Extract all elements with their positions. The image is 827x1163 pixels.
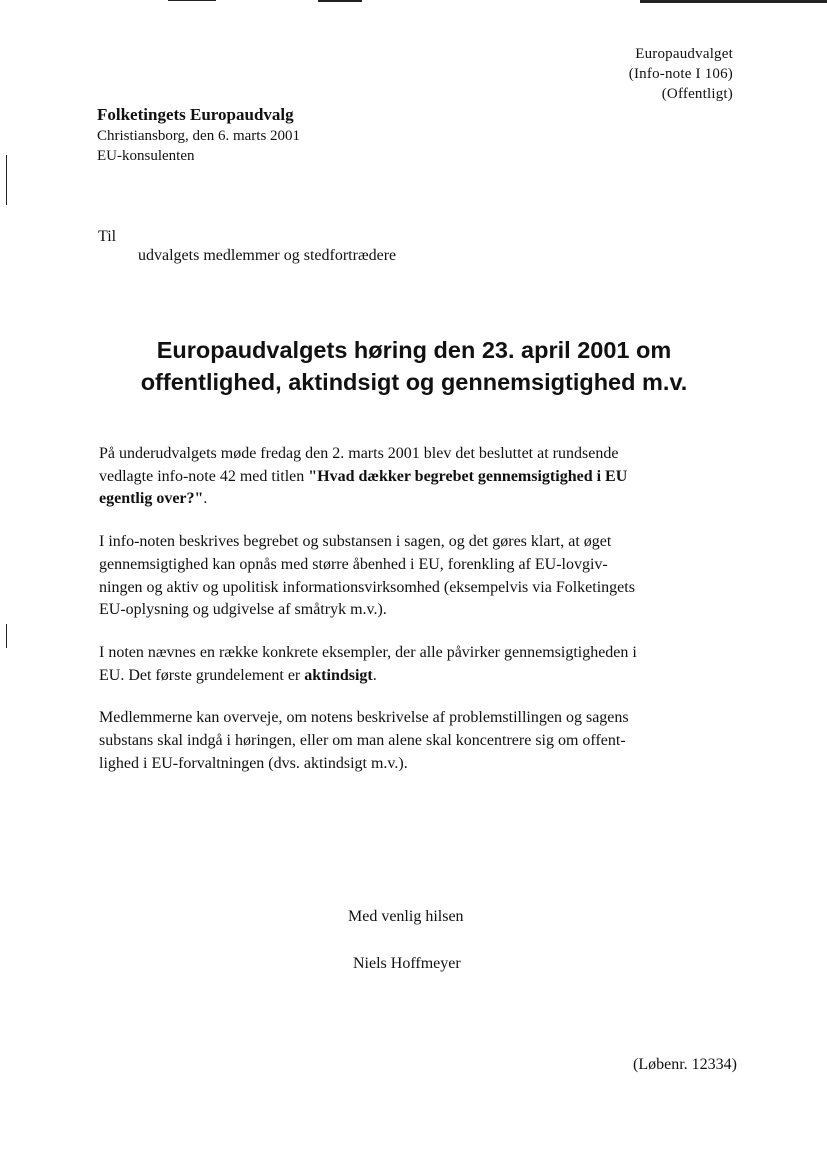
paragraph-line xyxy=(99,466,739,489)
signature-name: Niels Hoffmeyer xyxy=(353,955,461,972)
paragraph-3 xyxy=(99,642,739,687)
recipient-label: Til xyxy=(98,228,117,245)
scan-artifact xyxy=(6,155,7,205)
paragraph-line xyxy=(99,665,739,688)
paragraph-4 xyxy=(99,707,739,775)
paragraph-text: . xyxy=(203,490,208,508)
note-title: "Hvad dækker begrebet gennemsigtighed i EU xyxy=(308,467,628,485)
paragraph-line: ningen og aktiv og upolitisk informationsvirksomhed (eksempelvis via Folketingets xyxy=(99,578,635,596)
paragraph-text: EU. Det første grundelement er xyxy=(99,666,305,684)
reference-note-number: (Info-note I 106) xyxy=(628,66,733,82)
body-text xyxy=(99,443,739,795)
paragraph-text: . xyxy=(372,666,377,684)
keyword-aktindsigt: aktindsigt xyxy=(304,666,373,684)
scan-artifact xyxy=(318,0,362,2)
heading-line-2: offentlighed, aktindsigt og gennemsigtighed m.v. xyxy=(140,369,688,395)
serial-number: (Løbenr. 12334) xyxy=(633,1056,737,1073)
sender-department: EU-konsulenten xyxy=(97,148,195,164)
paragraph-line: I noten nævnes en række konkrete eksempler, der alle påvirker gennemsigtigheden i xyxy=(99,643,637,661)
scan-artifact xyxy=(6,624,7,648)
paragraph-line: På underudvalgets møde fredag den 2. marts 2001 blev det besluttet at rundsende xyxy=(99,445,619,462)
sender-organisation: Folketingets Europaudvalg xyxy=(97,105,294,124)
paragraph-1 xyxy=(99,443,739,511)
heading-line-1: Europaudvalgets høring den 23. april 2001 om xyxy=(156,337,672,363)
sender-place-date: Christiansborg, den 6. marts 2001 xyxy=(97,128,301,144)
document-reference xyxy=(629,44,733,104)
reference-classification: (Offentligt) xyxy=(661,86,733,102)
paragraph-line: EU-oplysning og udgivelse af småtryk m.v.). xyxy=(99,601,387,619)
scan-artifact xyxy=(640,0,827,3)
recipient-detail: udvalgets medlemmer og stedfortrædere xyxy=(138,247,397,264)
paragraph-line: Medlemmerne kan overveje, om notens beskrivelse af problemstillingen og sagens xyxy=(99,709,629,727)
paragraph-line: I info-noten beskrives begrebet og substansen i sagen, og det gøres klart, at øget xyxy=(99,533,612,551)
paragraph-line: lighed i EU-forvaltningen (dvs. aktindsigt m.v.). xyxy=(99,754,408,772)
document-heading xyxy=(98,334,730,398)
reference-committee: Europaudvalget xyxy=(635,46,733,62)
paragraph-line: substans skal indgå i høringen, eller om man alene skal koncentrere sig om offent- xyxy=(99,732,626,750)
paragraph-line xyxy=(99,488,739,511)
paragraph-text: vedlagte info-note 42 med titlen xyxy=(99,467,309,485)
sender-block xyxy=(97,104,300,166)
paragraph-line: gennemsigtighed kan opnås med større åbenhed i EU, forenkling af EU-lovgiv- xyxy=(99,555,608,573)
note-title-end: egentlig over?" xyxy=(99,490,204,508)
paragraph-2 xyxy=(99,531,739,622)
closing-greeting: Med venlig hilsen xyxy=(348,908,464,925)
scan-artifact xyxy=(168,0,216,1)
